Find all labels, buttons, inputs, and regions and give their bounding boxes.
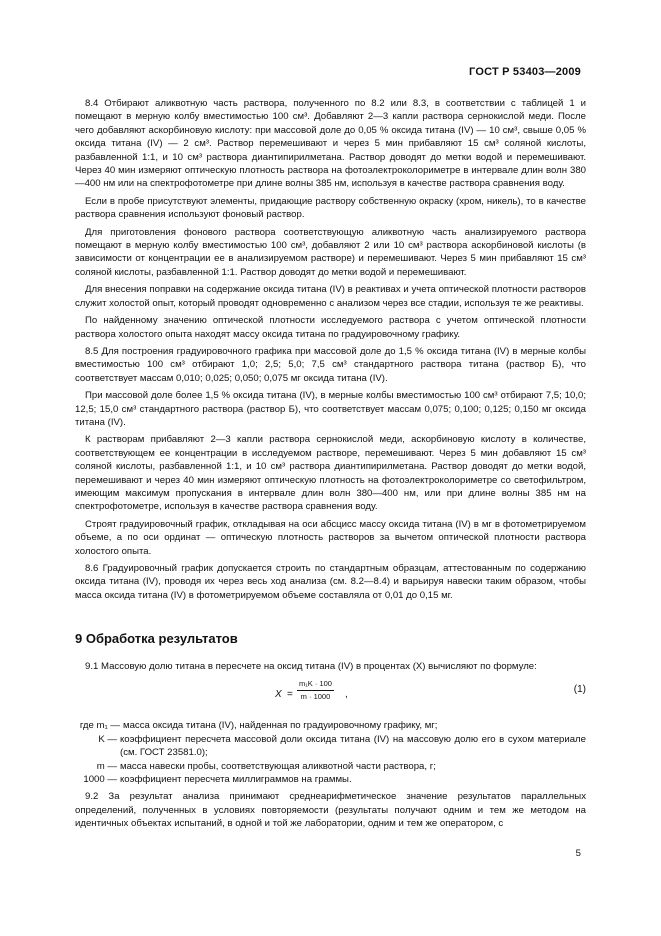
formula-number: (1) bbox=[573, 684, 586, 696]
definition-1000 bbox=[75, 773, 586, 786]
section-8-body bbox=[75, 97, 586, 606]
paragraph-reagent-addition: К растворам прибавляют 2—3 капли раствора сернокислой меди, аскорбиновую кислоту в количестве, соответствующем ее концентрации в исследуемом растворе, перемешивают. Через 5 мин добавляют 15 см³ соляной кислоты, разбавленной 1:1, и 10 см³ раствора диантипирилметана. Раствор доводят до метки водой, перемешивают и через 40 мин измеряют оптическую плотность на фотоэлектроколориметре со светофильтром, имеющим максимум пропускания в интервале длин волн 380—400 нм, или при длине волны 385 нм на спектрофотометре, используя в качестве раствора сравнения воду. bbox=[75, 434, 586, 513]
section-9-heading: 9 Обработка результатов bbox=[75, 631, 238, 646]
definition-m bbox=[75, 760, 586, 773]
definition-value: масса навески пробы, соответствующая аликвотной части раствора, г; bbox=[120, 760, 436, 772]
paragraph-9-2: 9.2 За результат анализа принимают среднеарифметическое значение результатов параллельных определений, полученных в условиях повторяемости (результаты получают одним и тем же методом на идентичных объектах испытаний, в одной и той же лаборатории, одним и тем же оператором, с bbox=[75, 791, 586, 830]
section-9-body bbox=[75, 660, 586, 835]
formula-comma: , bbox=[345, 689, 348, 701]
paragraph-background-solution: Для приготовления фонового раствора соответствующую аликвотную часть анализируемого раствора помещают в мерную колбу вместимостью 100 см³, добавляют 2 или 10 см³ раствора аскорбиновой кислоты (в зависимости от концентрации ее в анализируемом растворе) и перемешивают. Через 5 мин прибавляют 15 см³ соляной кислоты, разбавленной 1:1. Раствор доводят до метки водой и перемешивают. bbox=[75, 226, 586, 278]
formula-denominator: m · 1000 bbox=[300, 692, 331, 702]
paragraph-8-5: 8.5 Для построения градуировочного графика при массовой доле до 1,5 % оксида титана (IV) в мерные колбы вместимостью 100 см³ отбирают 1,0; 2,5; 5,0; 7,5 см³ стандартного раствора титана (раствор Б), что соответствует массам 0,010; 0,025; 0,050; 0,075 мг оксида титана (IV). bbox=[75, 345, 586, 384]
paragraph-calibration-graph: Строят градуировочный график, откладывая на оси абсцисс массу оксида титана (IV) в мг в фотометрируемом объеме, а по оси ординат — оптическую плотность растворов за вычетом оптической плотности раствора холостого опыта. bbox=[75, 518, 586, 557]
formula-numerator: m₁K · 100 bbox=[297, 679, 334, 691]
definition-value: коэффициент пересчета миллиграммов на граммы. bbox=[120, 774, 352, 786]
formula-fraction bbox=[297, 679, 334, 702]
definition-key: 1000 — bbox=[83, 774, 117, 786]
formula-1 bbox=[75, 679, 586, 713]
paragraph-optical-density: По найденному значению оптической плотности исследуемого раствора с учетом оптической плотности раствора холостого опыта находят массу оксида титана по градуировочному графику. bbox=[75, 315, 586, 340]
definition-value: коэффициент пересчета массовой доли оксида титана (IV) на массовую долю его в сухом материале (см. ГОСТ 23581.0); bbox=[120, 733, 586, 759]
paragraph-9-1: 9.1 Массовую долю титана в пересчете на оксид титана (IV) в процентах (X) вычисляют по формуле: bbox=[85, 661, 537, 672]
page-number: 5 bbox=[575, 848, 581, 859]
definition-key: где m₁ — bbox=[79, 720, 120, 732]
paragraph-8-6: 8.6 Градуировочный график допускается строить по стандартным образцам, аттестованным по содержанию оксида титана (IV), проводя их через весь ход анализа (см. 8.2—8.4) и варьируя навески таким образом, чтобы масса оксида титана (IV) в фотометрируемом объеме составляла от 0,01 до 0,15 мг. bbox=[75, 563, 586, 601]
definition-key: m — bbox=[96, 760, 117, 772]
formula-definitions bbox=[75, 719, 586, 786]
paragraph-8-4: 8.4 Отбирают аликвотную часть раствора, полученного по 8.2 или 8.3, в соответствии с таблицей 1 и помещают в мерную колбу вместимостью 100 см³. Добавляют 2—3 капли раствора сернокислой меди. После чего добавляют аскорбиновую кислоту: при массовой доле до 0,05 % оксида титана (IV) — 10 см³, свыше 0,05 % оксида титана (IV) — 2 см³. Раствор перемешивают и через 5 мин прибавляют 15 см³ соляной кислоты, разбавленной 1:1, и 10 см³ раствора диантипирилметана. Раствор доводят до метки водой и перемешивают. Через 40 мин измеряют оптическую плотность раствора на фотоэлектроколориметре в интервале длин волн 380—400 нм или на спектрофотометре при длине волны 385 нм, используя в качестве раствора сравнения воду. bbox=[75, 98, 586, 190]
definition-k bbox=[75, 733, 586, 760]
definition-key: K — bbox=[98, 733, 117, 745]
formula-lhs: X bbox=[275, 689, 282, 701]
paragraph-above-1-5-percent: При массовой доле более 1,5 % оксида титана (IV), в мерные колбы вместимостью 100 см³ отбирают 7,5; 10,0; 12,5; 15,0 см³ стандартного раствора (раствор Б), что соответствует массам 0,075; 0,100; 0,125; 0,150 мг оксида титана (IV). bbox=[75, 390, 586, 428]
formula-equals: = bbox=[287, 689, 293, 701]
paragraph-coloured-elements: Если в пробе присутствуют элементы, придающие раствору собственную окраску (хром, никель), то в качестве раствора сравнения используют фоновый раствор. bbox=[75, 195, 586, 221]
document-code: ГОСТ Р 53403—2009 bbox=[469, 66, 581, 78]
definition-m1 bbox=[75, 719, 586, 732]
definition-value: масса оксида титана (IV), найденная по градуировочному графику, мг; bbox=[123, 720, 438, 732]
paragraph-blank-experiment: Для внесения поправки на содержание оксида титана (IV) в реактивах и учета оптической плотности растворов служит холостой опыт, который проводят одновременно с анализом через все стадии, используя те же реактивы. bbox=[75, 284, 586, 309]
